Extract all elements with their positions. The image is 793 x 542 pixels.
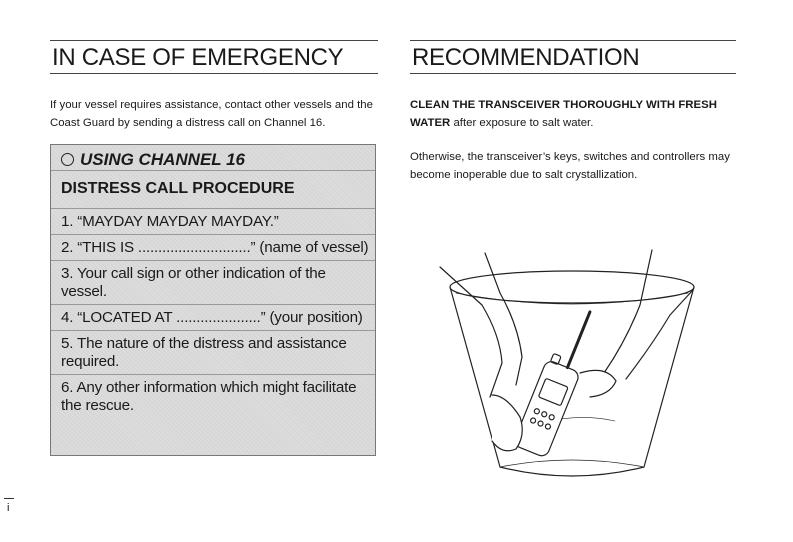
recommendation-lead bbox=[410, 96, 736, 132]
distress-step: 3. Your call sign or other indication of the vessel. bbox=[51, 261, 375, 305]
recommendation-lead-bold: CLEAN THE TRANSCEIVER THOROUGHLY WITH FRESH WATER bbox=[410, 99, 717, 129]
right-arm-outer bbox=[626, 291, 692, 379]
left-arm bbox=[440, 267, 502, 397]
channel16-heading-text: USING CHANNEL 16 bbox=[80, 150, 245, 169]
distress-steps bbox=[51, 209, 375, 418]
recommendation-paragraph: Otherwise, the transceiver’s keys, switches and controllers may become inoperable due to salt crystallization. bbox=[410, 151, 730, 181]
transceiver-in-bucket-icon bbox=[430, 245, 720, 485]
bucket-base bbox=[500, 460, 644, 467]
channel16-box bbox=[50, 144, 376, 456]
distress-step: 1. “MAYDAY MAYDAY MAYDAY.” bbox=[51, 209, 375, 235]
distress-procedure-heading: DISTRESS CALL PROCEDURE bbox=[51, 171, 375, 209]
distress-step: 6. Any other information which might facilitate the rescue. bbox=[61, 379, 357, 414]
emergency-intro: If your vessel requires assistance, contact other vessels and the Coast Guard by sending a distress call on Channel 16. bbox=[50, 99, 373, 129]
distress-step: 5. The nature of the distress and assistance required. bbox=[51, 331, 375, 375]
water-surface bbox=[456, 293, 688, 304]
recommendation-column bbox=[410, 40, 736, 184]
distress-step: 2. “THIS IS ............................” (name of vessel) bbox=[51, 235, 375, 261]
page-number-bar bbox=[4, 498, 14, 499]
page-number bbox=[4, 498, 14, 520]
emergency-column bbox=[50, 40, 378, 414]
recommendation-lead-rest: after exposure to salt water. bbox=[450, 117, 594, 129]
right-hand bbox=[580, 370, 616, 397]
distress-step: 4. “LOCATED AT .....................” (your position) bbox=[51, 305, 375, 331]
hollow-circle-icon bbox=[61, 153, 74, 166]
page-number-text: i bbox=[7, 502, 10, 514]
left-hand bbox=[492, 395, 522, 451]
channel16-heading bbox=[51, 145, 375, 171]
emergency-title: IN CASE OF EMERGENCY bbox=[50, 40, 378, 74]
right-arm bbox=[604, 250, 652, 373]
recommendation-title: RECOMMENDATION bbox=[410, 40, 736, 74]
